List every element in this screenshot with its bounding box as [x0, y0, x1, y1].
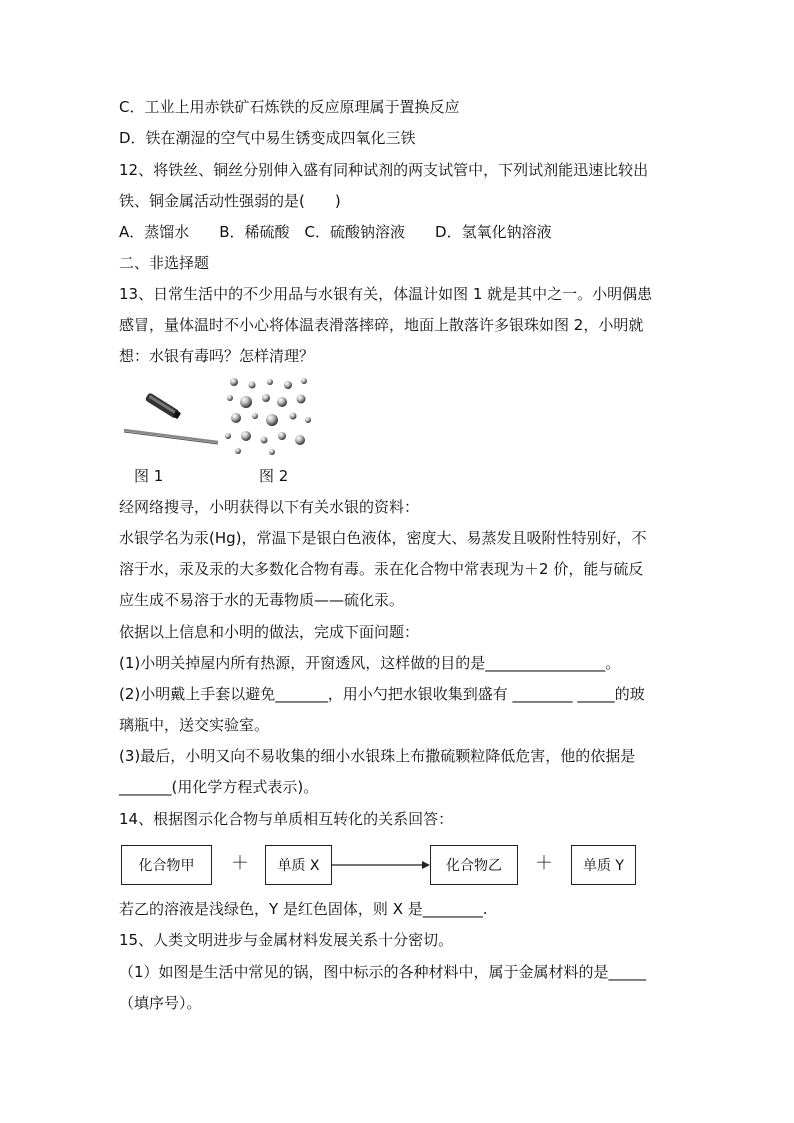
- section-heading: 二、非选择题: [119, 254, 210, 272]
- compound-a-box: 化合物甲: [121, 845, 212, 885]
- mercury-info-line2: 溶于水，汞及汞的大多数化合物有毒。汞在化合物中常表现为＋2 价，能与硫反: [119, 560, 644, 578]
- option-c: C．工业上用赤铁矿石炼铁的反应原理属于置换反应: [119, 98, 460, 116]
- question-15-intro: 15、人类文明进步与金属材料发展关系十分密切。: [119, 931, 454, 949]
- plus-sign-1: ＋: [231, 853, 249, 874]
- question-13-part3-line2: _______(用化学方程式表示)。: [119, 778, 319, 796]
- question-13-line2: 感冒，量体温时不小心将体温表滑落摔碎，地面上散落许多银珠如图 2，小明就: [119, 316, 644, 334]
- compound-b-box: 化合物乙: [430, 845, 518, 885]
- question-13-line3: 想：水银有毒吗？怎样清理？: [119, 347, 315, 365]
- question-15-part1-line2: （填序号）。: [119, 994, 202, 1012]
- question-15-part1-line1: （1）如图是生活中常见的锅，图中标示的各种材料中，属于金属材料的是_____: [119, 963, 647, 981]
- question-14-prompt: 14、根据图示化合物与单质相互转化的关系回答：: [119, 810, 454, 828]
- material-intro: 经网络搜寻，小明获得以下有关水银的资料：: [119, 498, 420, 516]
- mercury-info-line3: 应生成不易溶于水的无毒物质——硫化汞。: [119, 591, 405, 609]
- thermometer-figure: [122, 382, 222, 452]
- question-12-options: A．蒸馏水 B．稀硫酸 C．硫酸钠溶液 D．氢氧化钠溶液: [119, 223, 552, 241]
- figure-2-caption: 图 2: [259, 467, 289, 485]
- reaction-arrow: [332, 857, 430, 873]
- mercury-droplets-figure: [222, 376, 312, 456]
- question-13-part2-line2: 璃瓶中，送交实验室。: [119, 716, 270, 734]
- question-13-instruction: 依据以上信息和小明的做法，完成下面问题：: [119, 623, 420, 641]
- mercury-info-line1: 水银学名为汞(Hg)，常温下是银白色液体，密度大、易蒸发且吸附性特别好，不: [119, 529, 647, 547]
- question-13-part3-line1: (3)最后，小明又向不易收集的细小水银珠上布撒硫颗粒降低危害，他的依据是: [119, 747, 636, 765]
- element-x-box: 单质 X: [265, 845, 332, 885]
- element-y-box: 单质 Y: [571, 845, 636, 885]
- question-13-line1: 13、日常生活中的不少用品与水银有关，体温计如图 1 就是其中之一。小明偶患: [119, 285, 653, 303]
- question-14-condition: 若乙的溶液是浅绿色，Y 是红色固体，则 X 是________.: [119, 900, 488, 918]
- question-13-part1: (1)小明关掉屋内所有热源，开窗透风，这样做的目的是________________。: [119, 654, 621, 672]
- question-12-line1: 12、将铁丝、铜丝分别伸入盛有同种试剂的两支试管中，下列试剂能迅速比较出: [119, 161, 649, 179]
- question-12-line2: 铁、铜金属活动性强弱的是( ): [119, 192, 341, 210]
- question-13-part2-line1: (2)小明戴上手套以避免_______，用小勺把水银收集到盛有 ________ _____的玻: [119, 685, 645, 703]
- plus-sign-2: ＋: [535, 853, 553, 874]
- figure-1-caption: 图 1: [134, 467, 164, 485]
- option-d: D．铁在潮湿的空气中易生锈变成四氧化三铁: [119, 129, 416, 147]
